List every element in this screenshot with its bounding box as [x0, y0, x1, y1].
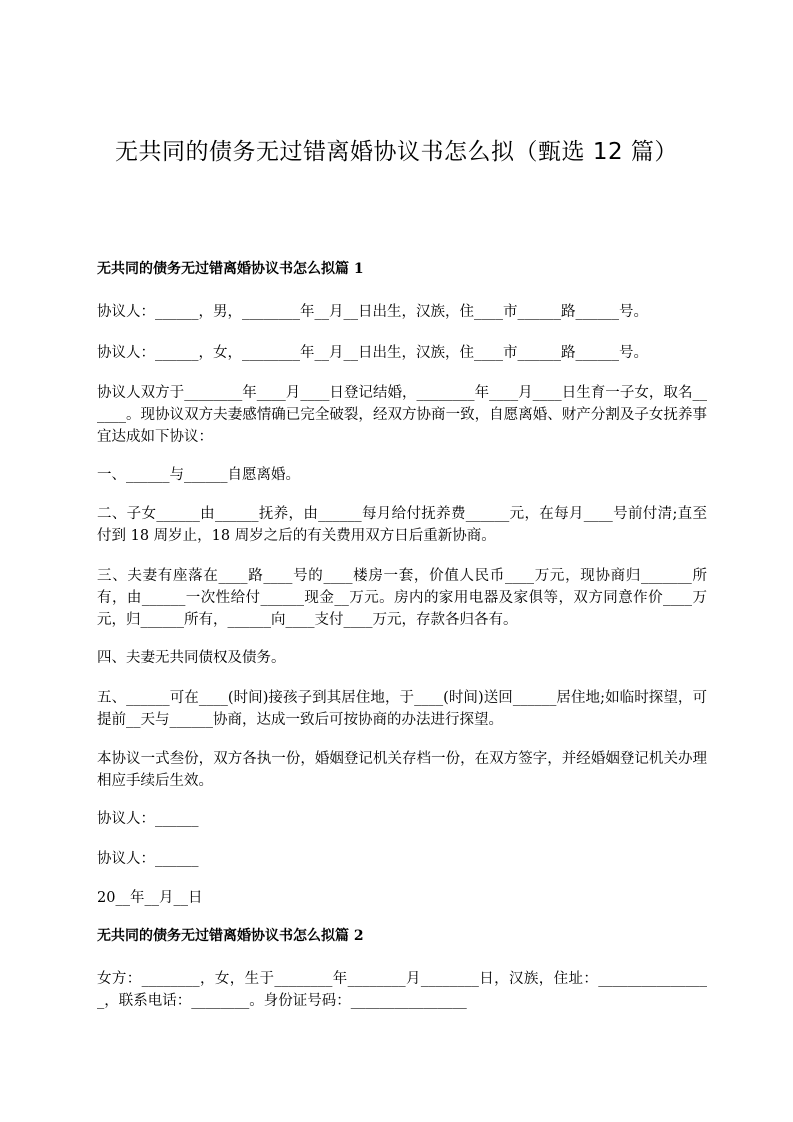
paragraph-clause-2: 二、子女______由______抚养，由______每月给付抚养费______元，在每月____号前付清;直至付到 18 周岁止，18 周岁之后的有关费用双方日后重新协商。 — [97, 506, 707, 544]
paragraph-female-party-info: 女方：________，女，生于________年________月________日，汉族，住址：________________，联系电话：________。身份证号码：________________ — [97, 971, 707, 1009]
section-heading-1: 无共同的债务无过错离婚协议书怎么拟篇 1 — [97, 261, 364, 277]
paragraph-party-female: 协议人：______，女，________年__月__日出生，汉族，住____市______路______号。 — [97, 345, 648, 361]
paragraph-party-male: 协议人：______，男，________年__月__日出生，汉族，住____市______路______号。 — [97, 304, 648, 320]
paragraph-clause-3: 三、夫妻有座落在____路____号的____楼房一套，价值人民币____万元，现协商归_______所有，由______一次性给付______现金__万元。房内的家用电器及家俱等，双方同意作价____万元，归______所有，______向____支付____万元，存款各归各有。 — [97, 568, 707, 628]
page-title: 无共同的债务无过错离婚协议书怎么拟（甄选 12 篇） — [115, 139, 678, 165]
paragraph-clause-4: 四、夫妻无共同债权及债务。 — [97, 650, 286, 666]
signature-party-2: 协议人：______ — [97, 851, 199, 867]
paragraph-effectiveness: 本协议一式叁份，双方各执一份，婚姻登记机关存档一份，在双方签字，并经婚姻登记机关办理相应手续后生效。 — [97, 751, 707, 789]
signature-party-1: 协议人：______ — [97, 811, 199, 827]
section-heading-2: 无共同的债务无过错离婚协议书怎么拟篇 2 — [97, 928, 364, 944]
paragraph-clause-5: 五、______可在____(时间)接孩子到其居住地，于____(时间)送回______居住地;如临时探望，可提前__天与______协商，达成一致后可按协商的办法进行探望。 — [97, 690, 707, 728]
signature-date: 20__年__月__日 — [97, 890, 203, 906]
paragraph-marriage-info: 协议人双方于________年____月____日登记结婚，________年____月____日生育一子女，取名______。现协议双方夫妻感情确已完全破裂，经双方协商一致，自愿离婚、财产分割及子女抚养事宜达成如下协议： — [97, 385, 707, 445]
paragraph-clause-1: 一、______与______自愿离婚。 — [97, 467, 300, 483]
